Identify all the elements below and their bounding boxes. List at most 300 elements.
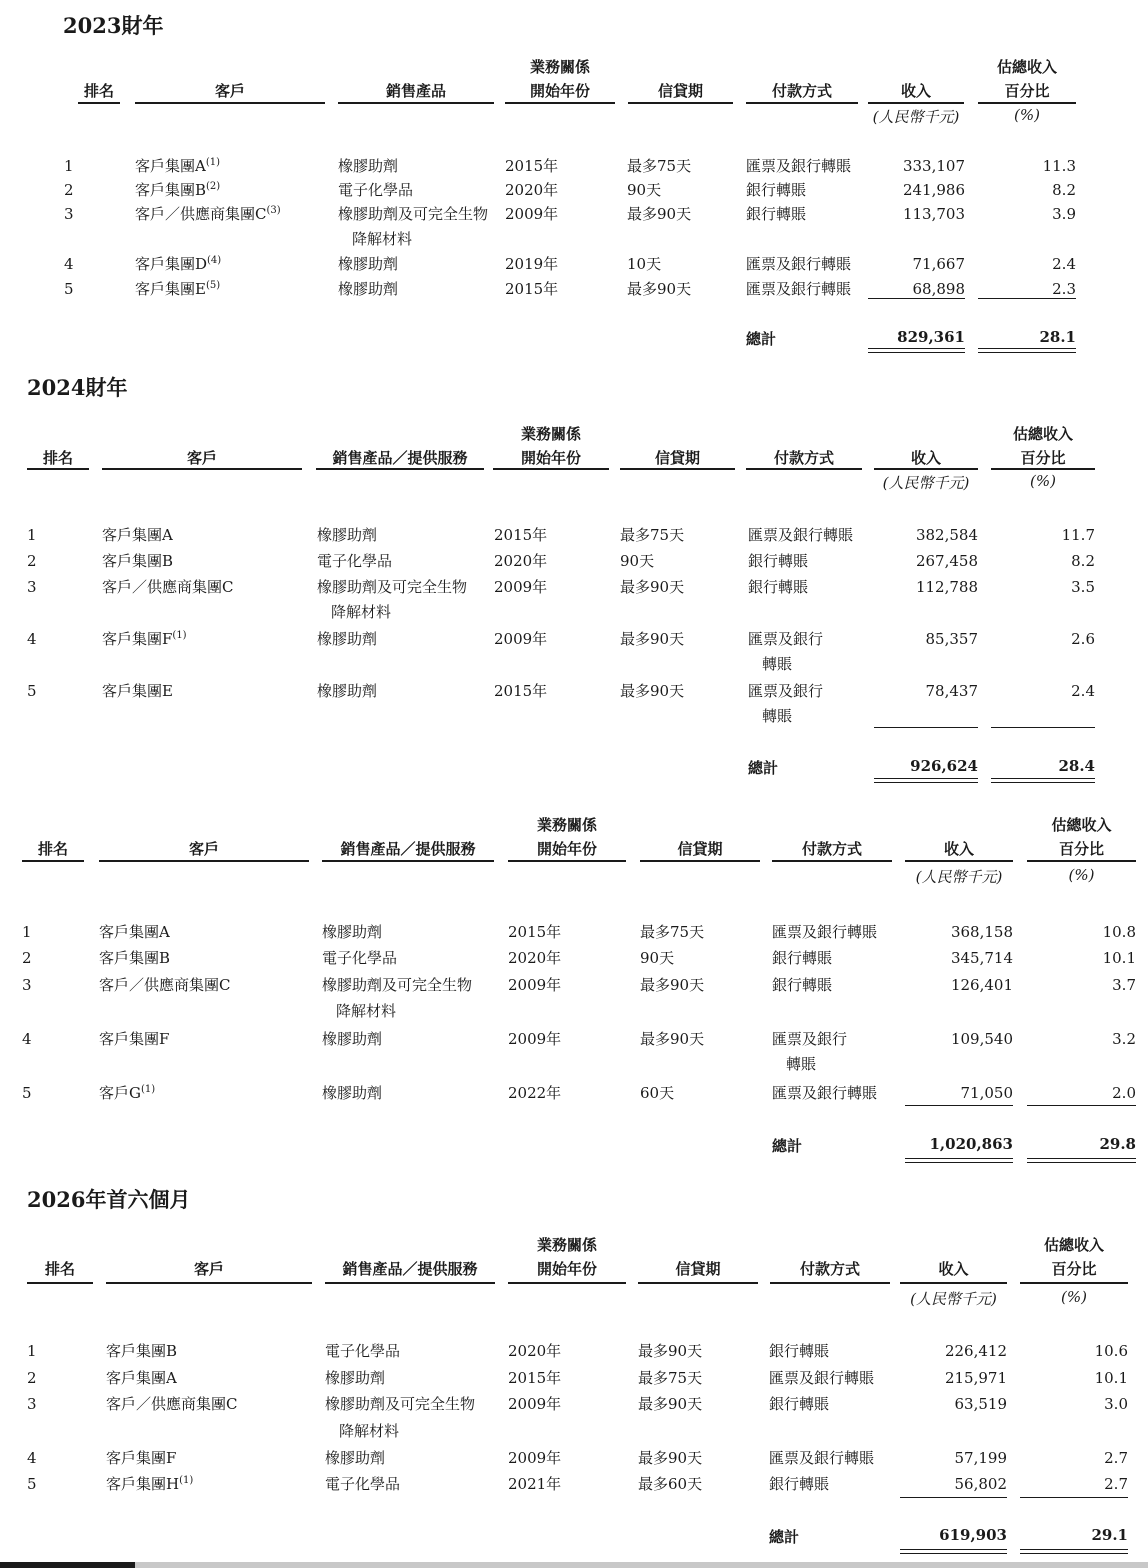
row-revenue: 56,802: [954, 1475, 1007, 1493]
row-product: 橡膠助劑: [317, 630, 378, 648]
row-credit-period: 最多90天: [620, 682, 685, 700]
row-revenue: 333,107: [902, 157, 965, 175]
header-revenue-percent-underline: [978, 102, 1076, 104]
row-rank: 5: [22, 1084, 32, 1102]
row-customer-name: 客戶集團E: [135, 280, 206, 298]
row-customer-name: 客戶集團F: [106, 1449, 177, 1467]
row-customer-name: 客戶／供應商集團C: [135, 205, 267, 223]
row-revenue: 215,971: [944, 1369, 1007, 1387]
row-credit-period: 最多60天: [638, 1475, 703, 1493]
row-product: 橡膠助劑: [338, 157, 399, 175]
row-product: 電子化學品: [338, 181, 414, 199]
percent-total-double-rule: [1020, 1549, 1128, 1554]
row-customer-footnote: (1): [172, 630, 187, 641]
percent-unit: (%): [1061, 1288, 1087, 1306]
header-product-underline: [325, 1282, 495, 1284]
row-customer-name: 客戶集團A: [102, 526, 173, 544]
row-revenue: 126,401: [950, 976, 1013, 994]
header-rank-underline: [78, 102, 120, 104]
total-label: 總計: [748, 759, 779, 777]
row-rank: 4: [27, 630, 37, 648]
row-revenue: 63,519: [954, 1395, 1007, 1413]
header-revenue-percent-line2: 百分比: [1004, 82, 1050, 100]
row-product-line2: 降解材料: [336, 1002, 397, 1020]
row-customer-footnote: (1): [140, 1084, 156, 1095]
row-customer-name: 客戶集團A: [106, 1369, 177, 1387]
section-title: 2023財年: [63, 13, 164, 38]
row-customer-footnote: (4): [207, 255, 222, 266]
header-credit-period-underline: [640, 860, 760, 862]
total-label: 總計: [746, 330, 777, 348]
header-product-underline: [338, 102, 494, 104]
header-payment-method-underline: [746, 468, 862, 470]
revenue-subtotal-rule: [900, 1497, 1007, 1498]
header-revenue-underline: [868, 102, 964, 104]
row-payment-method: 匯票及銀行轉賬: [769, 1449, 875, 1467]
row-percent: 2.7: [1104, 1475, 1128, 1493]
total-revenue: 926,624: [910, 757, 978, 775]
row-payment-method: 匯票及銀行: [748, 630, 824, 648]
header-relation-year-line1: 業務關係: [529, 58, 590, 76]
header-product: 銷售產品／提供服務: [340, 840, 476, 858]
row-payment-method-line2: 轉賬: [786, 1055, 817, 1073]
row-start-year: 2021年: [508, 1475, 562, 1493]
row-customer: [102, 575, 233, 600]
header-payment-method: 付款方式: [801, 840, 862, 858]
header-revenue-percent-line2: 百分比: [1020, 449, 1066, 467]
row-payment-method: 銀行轉賬: [748, 552, 809, 570]
row-customer-name: 客戶集團A: [99, 923, 170, 941]
total-label: 總計: [772, 1137, 803, 1155]
header-customer-underline: [106, 1282, 312, 1284]
header-relation-year-underline: [493, 468, 609, 470]
row-payment-method-line2: 轉賬: [762, 655, 793, 673]
row-customer: [99, 920, 170, 945]
header-rank: 排名: [42, 449, 73, 467]
row-customer: [99, 1081, 155, 1106]
total-percent: 28.1: [1039, 328, 1076, 346]
row-rank: 3: [27, 578, 37, 596]
row-product: 橡膠助劑及可完全生物: [325, 1395, 476, 1413]
row-customer: [135, 178, 220, 203]
row-customer: [106, 1472, 193, 1497]
row-payment-method: 匯票及銀行轉賬: [746, 255, 852, 273]
row-payment-method: 銀行轉賬: [748, 578, 809, 596]
row-customer-name: 客戶集團F: [99, 1030, 170, 1048]
percent-subtotal-rule: [991, 727, 1095, 728]
row-product: 橡膠助劑: [325, 1369, 386, 1387]
row-product: 橡膠助劑: [322, 1084, 383, 1102]
row-product: 電子化學品: [317, 552, 393, 570]
row-credit-period: 最多90天: [627, 205, 692, 223]
row-start-year: 2015年: [494, 682, 548, 700]
row-start-year: 2015年: [505, 280, 559, 298]
row-credit-period: 最多75天: [640, 923, 705, 941]
header-revenue-percent-underline: [991, 468, 1095, 470]
total-percent: 29.8: [1099, 1135, 1136, 1153]
row-rank: 5: [27, 682, 37, 700]
row-start-year: 2020年: [508, 1342, 562, 1360]
row-customer-name: 客戶／供應商集團C: [102, 578, 234, 596]
row-revenue: 71,050: [960, 1084, 1013, 1102]
row-credit-period: 最多75天: [638, 1369, 703, 1387]
header-relation-year-underline: [508, 1282, 626, 1284]
header-relation-year-line2: 開始年份: [536, 1260, 597, 1278]
row-percent: 10.6: [1094, 1342, 1128, 1360]
row-rank: 1: [64, 157, 74, 175]
row-product: 橡膠助劑及可完全生物: [322, 976, 473, 994]
row-product: 電子化學品: [325, 1475, 401, 1493]
row-start-year: 2019年: [505, 255, 559, 273]
row-credit-period: 90天: [620, 552, 655, 570]
row-customer: [106, 1392, 237, 1417]
row-customer: [99, 1027, 169, 1052]
header-relation-year-line2: 開始年份: [536, 840, 597, 858]
section-title: 2026年首六個月: [27, 1187, 191, 1212]
row-customer: [135, 252, 221, 277]
row-percent: 11.3: [1042, 157, 1076, 175]
row-percent: 3.5: [1071, 578, 1095, 596]
row-customer: [99, 973, 230, 998]
row-payment-method: 銀行轉賬: [769, 1475, 830, 1493]
row-customer: [102, 627, 187, 652]
row-customer-footnote: (1): [205, 157, 221, 168]
row-customer-name: 客戶集團B: [99, 949, 171, 967]
row-start-year: 2015年: [494, 526, 548, 544]
row-customer-name: 客戶集團A: [135, 157, 206, 175]
row-payment-method: 銀行轉賬: [772, 949, 833, 967]
header-product-underline: [316, 468, 484, 470]
row-credit-period: 最多90天: [640, 976, 705, 994]
row-product: 橡膠助劑及可完全生物: [317, 578, 468, 596]
header-revenue-underline: [905, 860, 1013, 862]
row-start-year: 2020年: [505, 181, 559, 199]
revenue-total-double-rule: [874, 778, 978, 783]
row-start-year: 2022年: [508, 1084, 562, 1102]
row-payment-method: 匯票及銀行轉賬: [769, 1369, 875, 1387]
total-label: 總計: [769, 1528, 800, 1546]
row-start-year: 2020年: [494, 552, 548, 570]
header-revenue-percent-line2: 百分比: [1058, 840, 1104, 858]
row-revenue: 113,703: [902, 205, 965, 223]
header-payment-method: 付款方式: [799, 1260, 860, 1278]
row-percent: 3.7: [1112, 976, 1136, 994]
row-product-line2: 降解材料: [331, 603, 392, 621]
row-percent: 10.1: [1094, 1369, 1128, 1387]
row-revenue: 85,357: [925, 630, 978, 648]
row-payment-method: 匯票及銀行轉賬: [772, 923, 878, 941]
header-rank-underline: [27, 1282, 93, 1284]
row-rank: 2: [27, 552, 37, 570]
row-credit-period: 最多90天: [627, 280, 692, 298]
header-rank: 排名: [37, 840, 68, 858]
bottom-bar-light: [135, 1562, 1148, 1568]
row-payment-method: 銀行轉賬: [769, 1342, 830, 1360]
row-start-year: 2015年: [505, 157, 559, 175]
row-product-line2: 降解材料: [339, 1422, 400, 1440]
row-revenue: 241,986: [902, 181, 965, 199]
row-start-year: 2009年: [508, 976, 562, 994]
row-customer: [135, 154, 220, 179]
header-credit-period: 信貸期: [677, 840, 723, 858]
revenue-total-double-rule: [905, 1158, 1013, 1163]
revenue-unit: (人民幣千元): [910, 1290, 997, 1308]
header-product-underline: [322, 860, 494, 862]
header-product: 銷售產品／提供服務: [342, 1260, 478, 1278]
percent-total-double-rule: [991, 778, 1095, 783]
row-revenue: 267,458: [915, 552, 978, 570]
row-start-year: 2009年: [508, 1449, 562, 1467]
row-customer-name: 客戶G: [99, 1084, 141, 1102]
row-credit-period: 最多75天: [627, 157, 692, 175]
header-relation-year-underline: [508, 860, 626, 862]
header-payment-method: 付款方式: [771, 82, 832, 100]
header-relation-year-line2: 開始年份: [529, 82, 590, 100]
row-customer: [106, 1366, 177, 1391]
row-rank: 1: [27, 526, 37, 544]
row-rank: 5: [27, 1475, 37, 1493]
header-revenue-percent-line2: 百分比: [1051, 1260, 1097, 1278]
row-credit-period: 60天: [640, 1084, 675, 1102]
row-customer: [106, 1339, 177, 1364]
row-credit-period: 最多75天: [620, 526, 685, 544]
row-customer-name: 客戶／供應商集團C: [99, 976, 231, 994]
row-revenue: 68,898: [912, 280, 965, 298]
row-percent: 2.4: [1052, 255, 1076, 273]
row-start-year: 2009年: [494, 630, 548, 648]
header-revenue-underline: [874, 468, 978, 470]
row-start-year: 2009年: [494, 578, 548, 596]
row-revenue: 57,199: [954, 1449, 1007, 1467]
revenue-unit: (人民幣千元): [882, 474, 970, 492]
row-payment-method: 匯票及銀行轉賬: [748, 526, 854, 544]
header-revenue-percent-underline: [1020, 1282, 1128, 1284]
row-rank: 3: [64, 205, 74, 223]
row-payment-method: 匯票及銀行轉賬: [746, 280, 852, 298]
header-relation-year-line1: 業務關係: [536, 1236, 597, 1254]
header-customer: 客戶: [186, 449, 217, 467]
row-payment-method: 銀行轉賬: [746, 181, 807, 199]
row-rank: 4: [27, 1449, 37, 1467]
header-customer-underline: [99, 860, 309, 862]
revenue-subtotal-rule: [874, 727, 978, 728]
row-payment-method: 匯票及銀行轉賬: [772, 1084, 878, 1102]
percent-total-double-rule: [978, 348, 1076, 353]
row-percent: 3.2: [1112, 1030, 1136, 1048]
row-customer-footnote: (5): [205, 280, 221, 291]
row-start-year: 2015年: [508, 923, 562, 941]
header-payment-method-underline: [746, 102, 858, 104]
row-rank: 1: [27, 1342, 37, 1360]
row-percent: 10.8: [1102, 923, 1136, 941]
row-percent: 8.2: [1071, 552, 1095, 570]
row-credit-period: 最多90天: [640, 1030, 705, 1048]
row-start-year: 2015年: [508, 1369, 562, 1387]
row-payment-method: 匯票及銀行: [748, 682, 824, 700]
row-customer: [102, 549, 173, 574]
row-percent: 2.0: [1112, 1084, 1136, 1102]
row-start-year: 2020年: [508, 949, 562, 967]
header-rank: 排名: [83, 82, 114, 100]
row-customer-name: 客戶集團B: [135, 181, 207, 199]
row-credit-period: 最多90天: [638, 1342, 703, 1360]
header-rank-underline: [22, 860, 84, 862]
row-revenue: 112,788: [915, 578, 978, 596]
header-rank: 排名: [44, 1260, 75, 1278]
row-product: 橡膠助劑: [317, 526, 378, 544]
row-revenue: 78,437: [925, 682, 978, 700]
row-revenue: 345,714: [950, 949, 1013, 967]
percent-unit: (%): [1068, 866, 1095, 884]
row-product: 橡膠助劑: [338, 255, 399, 273]
row-product-line2: 降解材料: [352, 230, 413, 248]
row-percent: 11.7: [1061, 526, 1095, 544]
row-rank: 5: [64, 280, 74, 298]
percent-total-double-rule: [1027, 1158, 1136, 1163]
bottom-bar-dark: [0, 1562, 135, 1568]
header-credit-period: 信貸期: [657, 82, 703, 100]
header-revenue: 收入: [943, 840, 974, 858]
header-payment-method-underline: [770, 1282, 890, 1284]
percent-subtotal-rule: [1020, 1497, 1128, 1498]
total-revenue: 829,361: [897, 328, 965, 346]
row-customer-footnote: (3): [266, 205, 281, 216]
row-rank: 4: [22, 1030, 32, 1048]
row-revenue: 368,158: [950, 923, 1013, 941]
header-payment-method: 付款方式: [773, 449, 834, 467]
row-rank: 2: [22, 949, 32, 967]
revenue-subtotal-rule: [905, 1105, 1013, 1106]
row-rank: 3: [27, 1395, 37, 1413]
row-percent: 3.9: [1052, 205, 1076, 223]
row-revenue: 71,667: [912, 255, 965, 273]
row-customer-footnote: (2): [206, 181, 221, 192]
row-revenue: 226,412: [944, 1342, 1007, 1360]
header-product: 銷售產品／提供服務: [332, 449, 468, 467]
row-start-year: 2009年: [505, 205, 559, 223]
row-payment-method: 匯票及銀行轉賬: [746, 157, 852, 175]
row-percent: 10.1: [1102, 949, 1136, 967]
header-relation-year-line1: 業務關係: [536, 816, 597, 834]
total-percent: 28.4: [1058, 757, 1095, 775]
row-customer: [135, 202, 281, 227]
row-payment-method-line2: 轉賬: [762, 707, 793, 725]
percent-unit: (%): [1030, 472, 1056, 490]
row-customer-name: 客戶集團E: [102, 682, 173, 700]
row-percent: 3.0: [1104, 1395, 1128, 1413]
row-rank: 1: [22, 923, 32, 941]
header-relation-year-line1: 業務關係: [520, 425, 581, 443]
row-customer-name: 客戶集團B: [106, 1342, 178, 1360]
row-customer: [135, 277, 220, 302]
header-product: 銷售產品: [385, 82, 446, 100]
header-credit-period: 信貸期: [675, 1260, 721, 1278]
row-credit-period: 10天: [627, 255, 662, 273]
header-payment-method-underline: [772, 860, 892, 862]
row-revenue: 109,540: [950, 1030, 1013, 1048]
row-rank: 4: [64, 255, 74, 273]
row-percent: 2.4: [1071, 682, 1095, 700]
row-percent: 2.7: [1104, 1449, 1128, 1467]
section-title: 2024財年: [27, 375, 128, 400]
row-start-year: 2009年: [508, 1395, 562, 1413]
revenue-total-double-rule: [868, 348, 965, 353]
header-customer-underline: [135, 102, 325, 104]
row-customer-name: 客戶／供應商集團C: [106, 1395, 238, 1413]
row-customer: [102, 679, 173, 704]
header-revenue: 收入: [900, 82, 931, 100]
row-rank: 2: [27, 1369, 37, 1387]
revenue-total-double-rule: [900, 1549, 1007, 1554]
header-revenue-underline: [900, 1282, 1007, 1284]
header-credit-period-underline: [628, 102, 733, 104]
row-revenue: 382,584: [915, 526, 978, 544]
header-relation-year-line2: 開始年份: [520, 449, 581, 467]
row-product: 橡膠助劑: [317, 682, 378, 700]
header-revenue-percent-line1: 估總收入: [996, 58, 1057, 76]
row-customer: [99, 946, 170, 971]
header-customer-underline: [102, 468, 302, 470]
header-revenue-percent-underline: [1027, 860, 1136, 862]
row-credit-period: 最多90天: [638, 1449, 703, 1467]
row-payment-method: 銀行轉賬: [772, 976, 833, 994]
header-revenue-percent-line1: 估總收入: [1051, 816, 1112, 834]
header-credit-period-underline: [620, 468, 735, 470]
revenue-unit: (人民幣千元): [915, 868, 1003, 886]
percent-unit: (%): [1014, 106, 1040, 124]
row-customer-name: 客戶集團D: [135, 255, 208, 273]
total-percent: 29.1: [1091, 1526, 1128, 1544]
row-credit-period: 最多90天: [620, 578, 685, 596]
row-product: 電子化學品: [325, 1342, 401, 1360]
row-customer: [106, 1446, 176, 1471]
total-revenue: 619,903: [939, 1526, 1007, 1544]
header-credit-period: 信貸期: [654, 449, 700, 467]
row-credit-period: 最多90天: [620, 630, 685, 648]
row-customer-footnote: (1): [179, 1475, 194, 1486]
row-product: 橡膠助劑: [325, 1449, 386, 1467]
row-rank: 3: [22, 976, 32, 994]
percent-subtotal-rule: [978, 298, 1076, 299]
row-product: 橡膠助劑及可完全生物: [338, 205, 489, 223]
header-credit-period-underline: [638, 1282, 758, 1284]
row-customer: [102, 523, 173, 548]
row-percent: 2.6: [1071, 630, 1095, 648]
row-payment-method: 匯票及銀行: [772, 1030, 848, 1048]
total-revenue: 1,020,863: [929, 1135, 1013, 1153]
revenue-unit: (人民幣千元): [872, 108, 960, 126]
row-customer-name: 客戶集團F: [102, 630, 173, 648]
row-product: 橡膠助劑: [322, 1030, 383, 1048]
row-credit-period: 90天: [640, 949, 675, 967]
header-revenue-percent-line1: 估總收入: [1012, 425, 1073, 443]
row-percent: 2.3: [1052, 280, 1076, 298]
revenue-subtotal-rule: [868, 298, 965, 299]
row-start-year: 2009年: [508, 1030, 562, 1048]
row-credit-period: 最多90天: [638, 1395, 703, 1413]
header-customer: 客戶: [193, 1260, 224, 1278]
header-revenue: 收入: [938, 1260, 969, 1278]
header-revenue-percent-line1: 估總收入: [1043, 1236, 1104, 1254]
row-payment-method: 銀行轉賬: [769, 1395, 830, 1413]
percent-subtotal-rule: [1027, 1105, 1136, 1106]
row-product: 橡膠助劑: [338, 280, 399, 298]
header-revenue: 收入: [910, 449, 941, 467]
header-customer: 客戶: [188, 840, 219, 858]
row-product: 橡膠助劑: [322, 923, 383, 941]
row-customer-name: 客戶集團B: [102, 552, 174, 570]
row-rank: 2: [64, 181, 74, 199]
